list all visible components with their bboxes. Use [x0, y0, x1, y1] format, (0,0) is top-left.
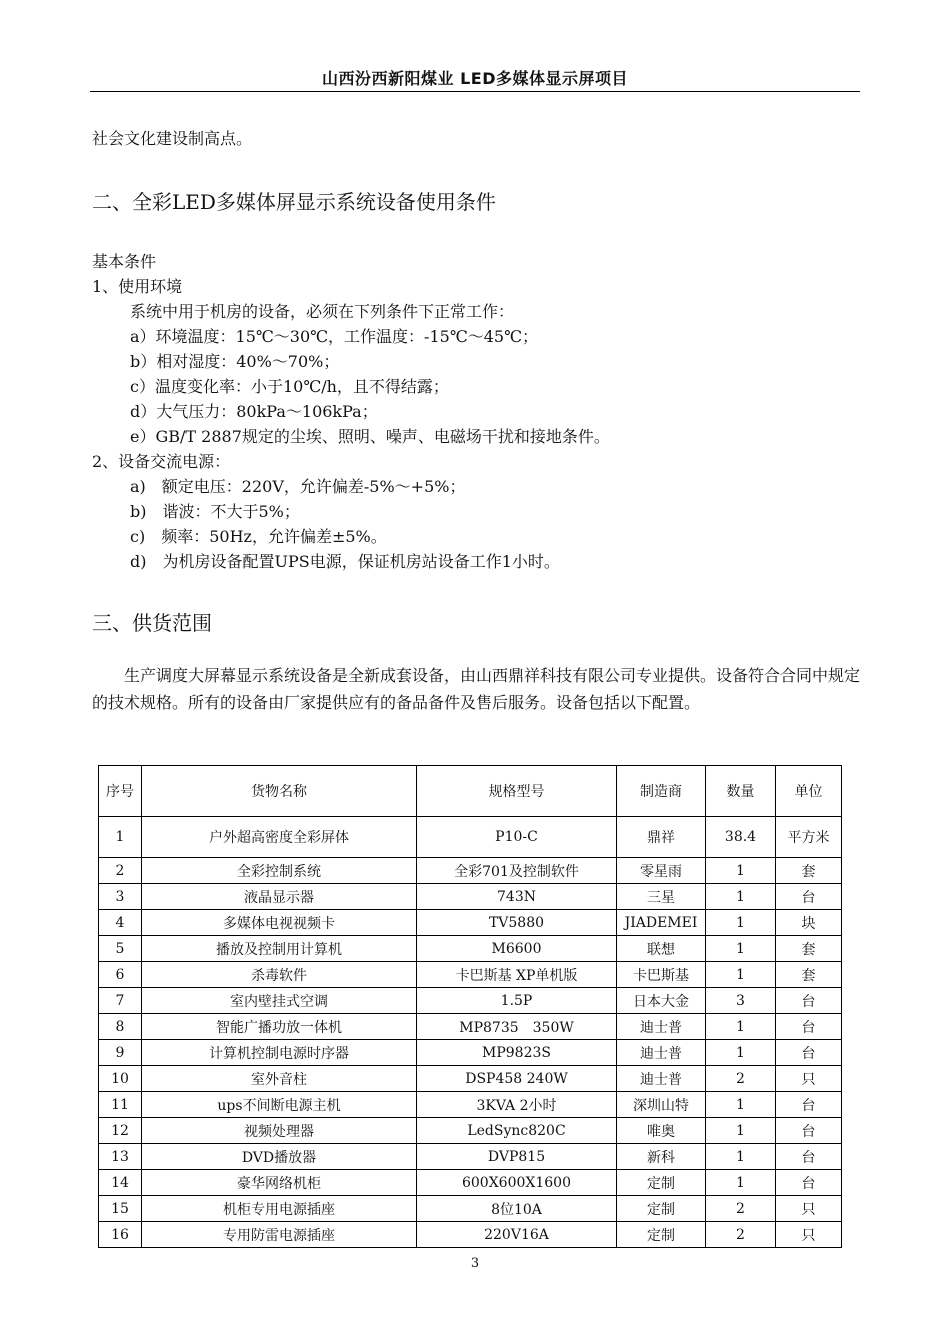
cell-unit: 台: [776, 988, 842, 1014]
cell-item-name: 机柜专用电源插座: [142, 1196, 417, 1222]
cell-quantity: 1: [706, 936, 776, 962]
header-manufacturer: 制造商: [617, 766, 706, 817]
cell-item-name: 智能广播功放一体机: [142, 1014, 417, 1040]
cell-serial: 10: [99, 1066, 142, 1092]
cell-item-name: 液晶显示器: [142, 884, 417, 910]
cell-model: 1.5P: [417, 988, 617, 1014]
cell-serial: 3: [99, 884, 142, 910]
cell-item-name: 视频处理器: [142, 1118, 417, 1144]
cell-item-name: 杀毒软件: [142, 962, 417, 988]
table-row: [99, 962, 842, 988]
cell-manufacturer: 卡巴斯基: [617, 962, 706, 988]
environment-item: b）相对湿度：40%～70%；: [130, 352, 340, 371]
cell-unit: 块: [776, 910, 842, 936]
cell-quantity: 2: [706, 1196, 776, 1222]
cell-unit: 套: [776, 962, 842, 988]
cell-unit: 套: [776, 858, 842, 884]
cell-model: MP8735 350W: [417, 1014, 617, 1040]
cell-model: 8位10A: [417, 1196, 617, 1222]
cell-unit: 只: [776, 1196, 842, 1222]
table-row: [99, 884, 842, 910]
cell-quantity: 1: [706, 1144, 776, 1170]
cell-unit: 台: [776, 1092, 842, 1118]
cell-item-name: 室外音柱: [142, 1066, 417, 1092]
cell-unit: 只: [776, 1222, 842, 1248]
basic-conditions-label: 基本条件: [92, 252, 157, 271]
cell-serial: 4: [99, 910, 142, 936]
cell-quantity: 1: [706, 962, 776, 988]
cell-manufacturer: 迪士普: [617, 1014, 706, 1040]
header-item-name: 货物名称: [142, 766, 417, 817]
cell-manufacturer: 迪士普: [617, 1066, 706, 1092]
cell-item-name: 室内壁挂式空调: [142, 988, 417, 1014]
cell-manufacturer: 唯奥: [617, 1118, 706, 1144]
table-row: [99, 817, 842, 858]
table-row: [99, 1040, 842, 1066]
header-model: 规格型号: [417, 766, 617, 817]
equipment-table: [98, 765, 842, 1248]
cell-model: 220V16A: [417, 1222, 617, 1248]
table-row: [99, 910, 842, 936]
cell-item-name: 专用防雷电源插座: [142, 1222, 417, 1248]
page-header-title: 山西汾西新阳煤业 LED多媒体显示屏项目: [322, 69, 628, 88]
cell-model: DVP815: [417, 1144, 617, 1170]
cell-model: 卡巴斯基 XP单机版: [417, 962, 617, 988]
cell-item-name: 豪华网络机柜: [142, 1170, 417, 1196]
cell-item-name: 多媒体电视视频卡: [142, 910, 417, 936]
cell-quantity: 1: [706, 1092, 776, 1118]
environment-item: a）环境温度：15℃～30℃，工作温度：-15℃～45℃；: [130, 327, 538, 346]
cell-manufacturer: 定制: [617, 1196, 706, 1222]
cell-quantity: 1: [706, 1014, 776, 1040]
cell-manufacturer: 零星雨: [617, 858, 706, 884]
cell-model: TV5880: [417, 910, 617, 936]
supply-scope-paragraph: 生产调度大屏幕显示系统设备是全新成套设备，由山西鼎祥科技有限公司专业提供。设备符合合同中规定的技术规格。所有的设备由厂家提供应有的备品备件及售后服务。设备包括以下配置。: [92, 666, 861, 712]
power-item: d) 为机房设备配置UPS电源，保证机房站设备工作1小时。: [130, 552, 560, 571]
cell-quantity: 1: [706, 910, 776, 936]
cell-item-name: DVD播放器: [142, 1144, 417, 1170]
table-row: [99, 988, 842, 1014]
header-quantity: 数量: [706, 766, 776, 817]
table-row: [99, 936, 842, 962]
section2-heading: 二、全彩LED多媒体屏显示系统设备使用条件: [92, 190, 496, 214]
table-row: [99, 1196, 842, 1222]
cell-unit: 台: [776, 884, 842, 910]
cell-serial: 16: [99, 1222, 142, 1248]
cell-model: M6600: [417, 936, 617, 962]
cell-item-name: 计算机控制电源时序器: [142, 1040, 417, 1066]
table-row: [99, 1144, 842, 1170]
cell-serial: 5: [99, 936, 142, 962]
cell-serial: 13: [99, 1144, 142, 1170]
environment-item: e）GB/T 2887规定的尘埃、照明、噪声、电磁场干扰和接地条件。: [130, 427, 610, 446]
environment-item: c）温度变化率：小于10℃/h，且不得结露；: [130, 377, 449, 396]
cell-model: P10-C: [417, 817, 617, 858]
cell-manufacturer: 定制: [617, 1222, 706, 1248]
cell-model: 600X600X1600: [417, 1170, 617, 1196]
cell-manufacturer: 鼎祥: [617, 817, 706, 858]
cell-unit: 套: [776, 936, 842, 962]
environment-title: 1、使用环境: [92, 277, 183, 296]
cell-manufacturer: JIADEMEI: [617, 910, 706, 936]
environment-item: d）大气压力：80kPa～106kPa；: [130, 402, 378, 421]
cell-serial: 8: [99, 1014, 142, 1040]
cell-quantity: 2: [706, 1222, 776, 1248]
cell-serial: 9: [99, 1040, 142, 1066]
cell-model: DSP458 240W: [417, 1066, 617, 1092]
cell-quantity: 2: [706, 1066, 776, 1092]
cell-manufacturer: 迪士普: [617, 1040, 706, 1066]
intro-tail-text: 社会文化建设制高点。: [92, 129, 253, 148]
cell-unit: 台: [776, 1144, 842, 1170]
cell-manufacturer: 日本大金: [617, 988, 706, 1014]
cell-serial: 2: [99, 858, 142, 884]
cell-unit: 只: [776, 1066, 842, 1092]
table-row: [99, 1066, 842, 1092]
cell-manufacturer: 深圳山特: [617, 1092, 706, 1118]
header-divider: [90, 91, 860, 92]
cell-quantity: 1: [706, 1118, 776, 1144]
cell-serial: 7: [99, 988, 142, 1014]
cell-serial: 14: [99, 1170, 142, 1196]
cell-quantity: 1: [706, 858, 776, 884]
cell-manufacturer: 定制: [617, 1170, 706, 1196]
cell-item-name: 播放及控制用计算机: [142, 936, 417, 962]
power-item: c) 频率：50Hz，允许偏差±5%。: [130, 527, 387, 546]
cell-manufacturer: 三星: [617, 884, 706, 910]
cell-serial: 11: [99, 1092, 142, 1118]
header-serial: 序号: [99, 766, 142, 817]
cell-quantity: 1: [706, 1170, 776, 1196]
cell-model: 743N: [417, 884, 617, 910]
section3-heading: 三、供货范围: [92, 611, 212, 635]
header-unit: 单位: [776, 766, 842, 817]
cell-item-name: 户外超高密度全彩屏体: [142, 817, 417, 858]
cell-model: LedSync820C: [417, 1118, 617, 1144]
table-header-row: [99, 766, 842, 817]
cell-model: 全彩701及控制软件: [417, 858, 617, 884]
cell-serial: 1: [99, 817, 142, 858]
table-row: [99, 858, 842, 884]
cell-serial: 6: [99, 962, 142, 988]
cell-serial: 12: [99, 1118, 142, 1144]
table-row: [99, 1222, 842, 1248]
cell-manufacturer: 联想: [617, 936, 706, 962]
cell-quantity: 1: [706, 884, 776, 910]
cell-quantity: 38.4: [706, 817, 776, 858]
cell-serial: 15: [99, 1196, 142, 1222]
cell-manufacturer: 新科: [617, 1144, 706, 1170]
environment-intro: 系统中用于机房的设备，必须在下列条件下正常工作：: [130, 302, 515, 321]
cell-unit: 台: [776, 1170, 842, 1196]
page-number: 3: [470, 1256, 480, 1271]
table-row: [99, 1170, 842, 1196]
power-item: b) 谐波：不大于5%；: [130, 502, 300, 521]
cell-model: 3KVA 2小时: [417, 1092, 617, 1118]
cell-unit: 平方米: [776, 817, 842, 858]
table-row: [99, 1118, 842, 1144]
cell-quantity: 1: [706, 1040, 776, 1066]
cell-quantity: 3: [706, 988, 776, 1014]
table-row: [99, 1092, 842, 1118]
cell-unit: 台: [776, 1014, 842, 1040]
cell-unit: 台: [776, 1118, 842, 1144]
cell-item-name: ups不间断电源主机: [142, 1092, 417, 1118]
cell-unit: 台: [776, 1040, 842, 1066]
cell-item-name: 全彩控制系统: [142, 858, 417, 884]
cell-model: MP9823S: [417, 1040, 617, 1066]
power-title: 2、设备交流电源：: [92, 452, 231, 471]
power-item: a) 额定电压：220V，允许偏差-5%～+5%；: [130, 477, 466, 496]
table-row: [99, 1014, 842, 1040]
